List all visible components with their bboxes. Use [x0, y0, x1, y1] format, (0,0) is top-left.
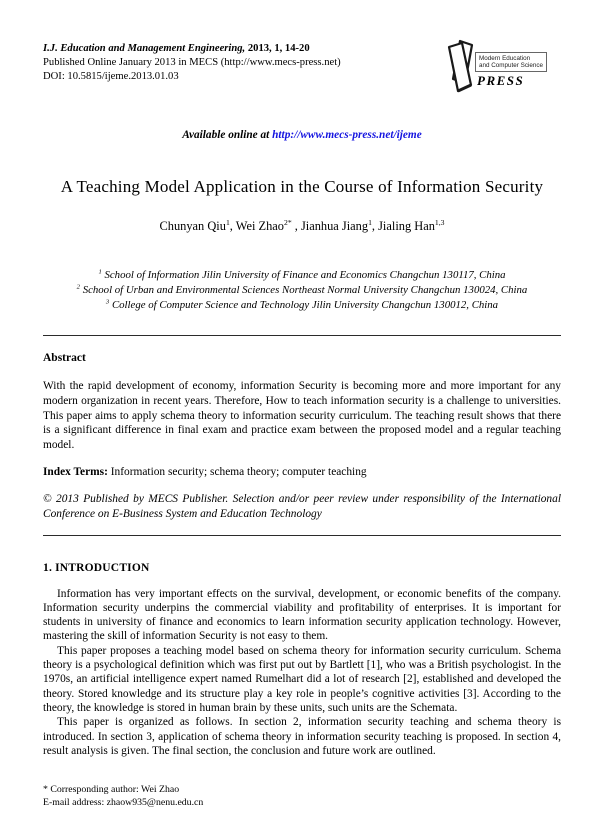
author-affil-sup: 1,3: [434, 217, 445, 227]
author-affil-sup: 1: [368, 217, 372, 227]
available-online-prefix: Available online at: [182, 129, 273, 141]
journal-citation-line: [43, 42, 341, 56]
journal-header: [43, 42, 341, 84]
section-divider: [43, 535, 561, 536]
author-name: Jianhua Jiang$^1$,: [300, 217, 379, 233]
author-name: Jialing Han$^{1,3}$: [378, 217, 445, 233]
author-name: Wei Zhao$^{2*}$ ,: [235, 217, 301, 233]
journal-issue: 2013, 1, 14-20: [245, 43, 310, 54]
affiliation-line: $^3$ College of Computer Science and Technology Jilin University Changchun 130012, China: [105, 298, 499, 311]
introduction-heading: 1. INTRODUCTION: [43, 561, 150, 574]
copyright-statement: © 2013 Published by MECS Publisher. Selection and/or peer review under responsibility of the International Conference on E-Business System and Education Technology: [43, 492, 561, 520]
logo-caption-line2: and Computer Science: [479, 62, 544, 70]
author-name: Chunyan Qiu$^1$,: [159, 217, 236, 233]
abstract-heading: Abstract: [43, 352, 86, 364]
doi-line: DOI: 10.5815/ijeme.2013.01.03: [43, 71, 179, 82]
logo-text: [475, 52, 547, 89]
intro-paragraph: This paper proposes a teaching model based on schema theory for information security curriculum. Schema theory is a psychological definition which was first put out by Bartlett [1], who was a British psychologist. In the 1970s, an artificial intelligence expert named Rumelhart did a lot of research [2], established and developed the theory. Stored knowledge and its structure play a key role in people’s cognitive activities [3]. According to the theory, the knowledge is stored in human brain by these units, such units are the Schemata.: [43, 644, 561, 714]
authors-line: [43, 219, 561, 234]
paper-title: A Teaching Model Application in the Course of Information Security: [60, 177, 544, 196]
journal-name: I.J. Education and Management Engineering,: [43, 43, 246, 54]
index-terms-label: Index Terms:: [43, 465, 108, 478]
index-terms-value: Information security; schema theory; computer teaching: [107, 465, 367, 478]
section-divider: [43, 335, 561, 336]
logo-caption-line1: Modern Education: [479, 55, 531, 62]
index-terms-line: [43, 466, 561, 478]
affiliation-line: $^1$ School of Information Jilin University of Finance and Economics Changchun 130117, China: [98, 268, 506, 281]
logo-caption: [475, 52, 547, 72]
paper-header: [43, 42, 561, 101]
available-online-line: [43, 129, 561, 141]
author-affil-sup: 1: [225, 217, 230, 227]
author-affil-sup: 2*: [283, 217, 292, 227]
email-line: E-mail address: zhaow935@nenu.edu.cn: [43, 796, 204, 808]
footnote-block: [43, 784, 561, 809]
published-online-line: Published Online January 2013 in MECS (http://www.mecs-press.net): [43, 57, 341, 68]
abstract-text: With the rapid development of economy, information Security is becoming more and more important for any modern organization in recent years. Therefore, How to teach information security is a challenge to universities. This paper aims to apply schema theory to information security curriculum. The teaching result shows that there is a significant difference in final exam and practice exam between the proposed model and a regular teaching model.: [43, 380, 561, 452]
mecs-press-logo: [439, 38, 567, 101]
affiliations-block: [43, 268, 561, 313]
affiliation-line: $^2$ School of Urban and Environmental Sciences Northeast Normal University Changchun 130024, China: [76, 283, 528, 296]
logo-press-label: PRESS: [477, 73, 525, 89]
introduction-body: [43, 587, 561, 759]
journal-url-link[interactable]: http://www.mecs-press.net/ijeme: [272, 129, 422, 141]
intro-paragraph: Information has very important effects on the survival, development, or economic benefits of the company. Information security underpins the commercial viability and profitability of enterprises. It is important for students in university of finance and economics to learn information security application technology. However, mastering the skill of information Security is not easy to them.: [43, 587, 561, 643]
corresponding-author-line: * Corresponding author: Wei Zhao: [43, 784, 180, 796]
intro-paragraph: This paper is organized as follows. In section 2, information security teaching and schema theory is introduced. In section 3, application of schema theory in information security teaching is proposed. In section 4, result analysis is given. The final section, the conclusion and future work are outlined.: [43, 716, 561, 757]
